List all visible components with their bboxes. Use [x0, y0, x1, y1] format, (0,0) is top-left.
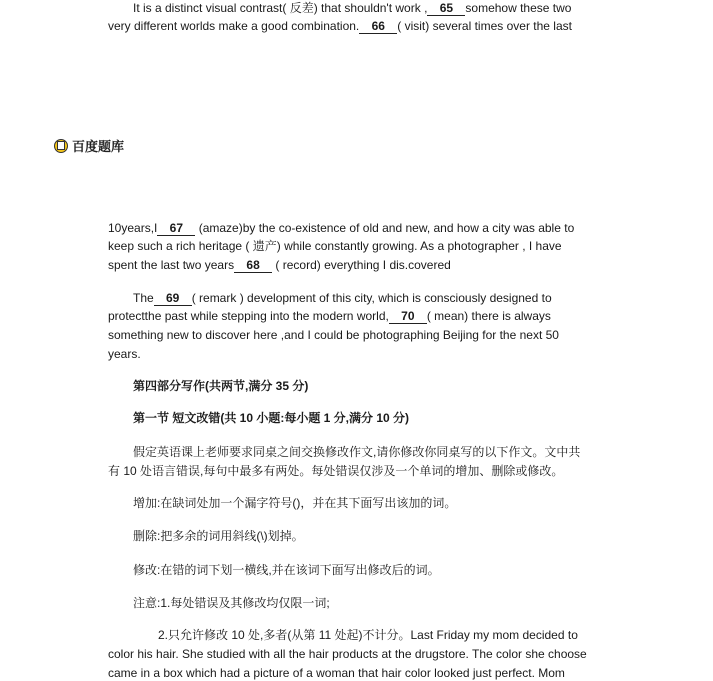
rule-delete: 删除:把多余的词用斜线(\)划掉。 — [133, 529, 304, 543]
passage-line2: color his hair. She studied with all the hair products at the drugstore. The color she choose — [108, 647, 587, 661]
para3-line4: years. — [108, 347, 141, 361]
passage-line3: came in a box which had a picture of a woman that hair color looked just perfect. Mom — [108, 666, 565, 680]
para2-line2: keep such a rich heritage ( 遗产) while constantly growing. As a photographer , I have — [108, 239, 562, 253]
para2-line3: spent the last two years 68 ( record) everything I dis.covered — [108, 258, 451, 272]
blank-69: 69 — [154, 292, 192, 306]
blank-68: 68 — [234, 259, 272, 273]
note-2-line1: 2.只允许修改 10 处,多者(从第 11 处起)不计分。Last Friday my mom decided to — [158, 628, 578, 642]
blank-70: 70 — [389, 310, 427, 324]
para1-line2: very different worlds make a good combination. 66 ( visit) several times over the last — [108, 19, 572, 33]
rule-add: 增加:在缺词处加一个漏字符号()，并在其下面写出该加的词。 — [133, 496, 457, 510]
logo-icon — [54, 139, 68, 153]
logo-text: 百度题库 — [72, 139, 125, 154]
para1-line1: It is a distinct visual contrast( 反差) that shouldn't work , 65 somehow these two — [133, 1, 572, 15]
para3-line3: something new to discover here ,and I could be photographing Beijing for the next 50 — [108, 328, 559, 342]
section-heading: 第四部分写作(共两节,满分 35 分) — [133, 379, 309, 393]
instructions-line2: 有 10 处语言错误,每句中最多有两处。每处错误仅涉及一个单词的增加、删除或修改。 — [108, 464, 564, 478]
blank-67: 67 — [157, 222, 195, 236]
para2-line1: 10years,I 67 (amaze)by the co-existence of old and new, and how a city was able to — [108, 221, 575, 235]
blank-65: 65 — [427, 2, 465, 16]
baidu-tiku-logo — [54, 136, 124, 155]
note-1: 注意:1.每处错误及其修改均仅限一词; — [133, 596, 330, 610]
instructions-line1: 假定英语课上老师要求同桌之间交换修改作文,请你修改你同桌写的以下作文。文中共 — [133, 445, 581, 459]
blank-66: 66 — [359, 20, 397, 34]
para3-line1: The 69 ( remark ) development of this city, which is consciously designed to — [133, 291, 552, 305]
subsection-heading: 第一节 短文改错(共 10 小题:每小题 1 分,满分 10 分) — [133, 411, 410, 425]
para3-line2: protectthe past while stepping into the modern world, 70 ( mean) there is always — [108, 309, 551, 323]
rule-modify: 修改:在错的词下划一横线,并在该词下面写出修改后的词。 — [133, 563, 440, 577]
